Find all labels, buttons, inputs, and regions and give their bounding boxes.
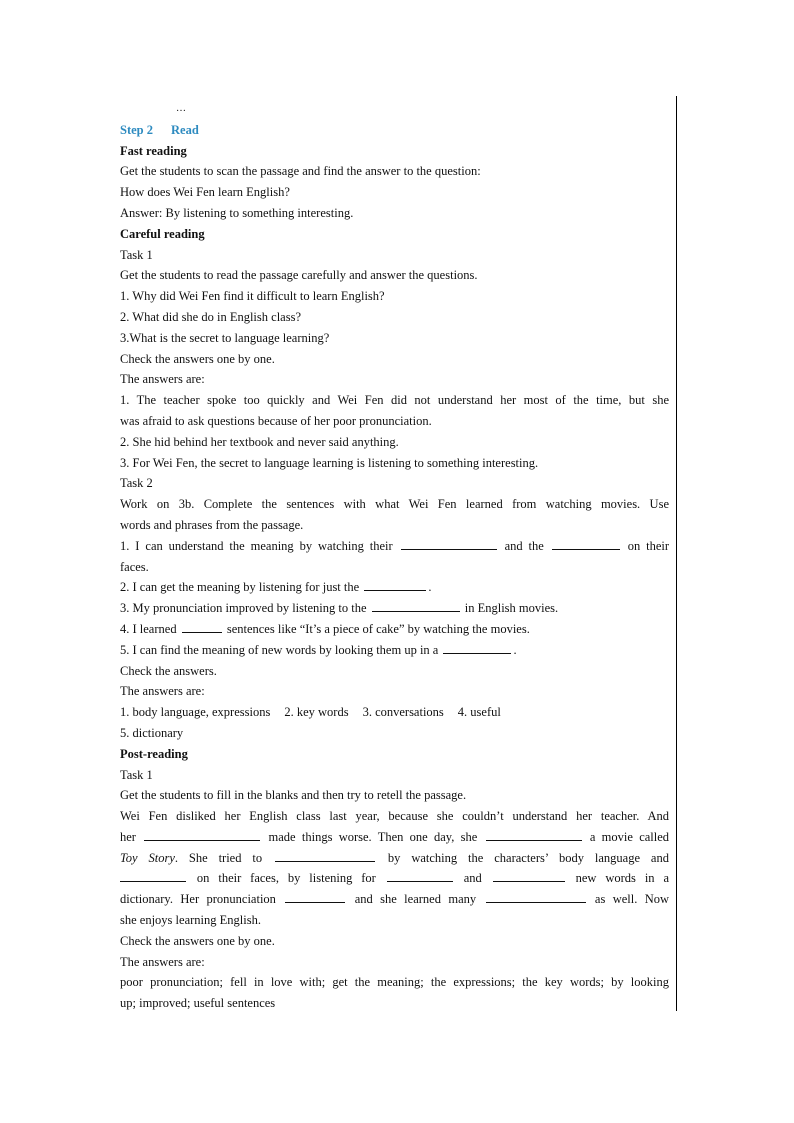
step-number: Step 2 (120, 122, 153, 137)
passage-line-2-part-b: made things worse. Then one day, she (268, 829, 478, 844)
sentence-4 (120, 619, 669, 640)
task2-answer-1: 1. body language, expressions (120, 705, 271, 720)
sentence-2-part-b: . (428, 580, 432, 595)
task2-answer-4: 4. useful (457, 705, 501, 720)
task2-check: Check the answers. (120, 663, 217, 678)
step-title: Read (171, 122, 199, 137)
passage-blank-6 (493, 868, 565, 882)
post-answers-line-2: up; improved; useful sentences (120, 996, 276, 1011)
question-3: 3.What is the secret to language learning? (120, 330, 330, 345)
passage-line-5-part-c: as well. Now (594, 892, 670, 907)
careful-reading-heading: Careful reading (120, 226, 205, 241)
passage-line-4-part-b: and (463, 871, 482, 886)
blank-1a (401, 536, 497, 550)
post-task1-label: Task 1 (120, 767, 153, 782)
post-answers-label: The answers are: (120, 954, 205, 969)
sentence-1 (120, 536, 669, 557)
task2-answers (120, 702, 669, 723)
passage-blank-2 (486, 827, 582, 841)
passage-line-4 (120, 868, 669, 889)
sentence-1-part-a: 1. I can understand the meaning by watching their (120, 538, 393, 553)
sentence-2 (120, 577, 669, 598)
sentence-3-part-b: in English movies. (464, 601, 559, 616)
passage-line-3-part-b: by watching the characters’ body language and (387, 850, 669, 865)
sentence-5-part-b: . (513, 642, 517, 657)
fast-reading-instruction: Get the students to scan the passage and find the answer to the question: (120, 164, 481, 179)
post-task1-instruction: Get the students to fill in the blanks and then try to retell the passage. (120, 788, 467, 803)
lesson-content (120, 99, 669, 1014)
passage-line-5-part-a: dictionary. Her pronunciation (120, 892, 276, 907)
sentence-3 (120, 598, 669, 619)
passage-line-5 (120, 889, 669, 910)
question-1: 1. Why did Wei Fen find it difficult to learn English? (120, 289, 385, 304)
sentence-5-part-a: 5. I can find the meaning of new words by looking them up in a (120, 642, 439, 657)
check-answers: Check the answers one by one. (120, 351, 275, 366)
passage-line-1: Wei Fen disliked her English class last year, because she couldn’t understand her teacher. And (120, 809, 669, 824)
passage-blank-5 (387, 868, 453, 882)
sentence-3-part-a: 3. My pronunciation improved by listening to the (120, 601, 367, 616)
fast-reading-answer: Answer: By listening to something interesting. (120, 205, 354, 220)
answer-3: 3. For Wei Fen, the secret to language learning is listening to something interesting. (120, 455, 539, 470)
passage-line-4-part-c: new words in a (575, 871, 670, 886)
task2-label: Task 2 (120, 476, 153, 491)
answer-1-line-2: was afraid to ask questions because of her poor pronunciation. (120, 413, 432, 428)
movie-title: Toy Story (120, 850, 175, 865)
answers-label: The answers are: (120, 372, 205, 387)
task2-answers-label: The answers are: (120, 684, 205, 699)
fast-reading-heading: Fast reading (120, 143, 187, 158)
answer-1-line-1: 1. The teacher spoke too quickly and Wei Fen did not understand her most of the time, but she (120, 393, 669, 408)
passage-blank-4 (120, 868, 186, 882)
blank-3 (372, 598, 460, 612)
task1-label: Task 1 (120, 247, 153, 262)
sentence-1-part-c: on their (627, 538, 670, 553)
margin-rule (676, 96, 677, 1011)
sentence-1-continued: faces. (120, 559, 149, 574)
passage-line-2 (120, 827, 669, 848)
passage-blank-8 (486, 889, 586, 903)
passage-blank-3 (275, 848, 375, 862)
passage-line-3 (120, 848, 669, 869)
blank-2 (364, 577, 426, 591)
task2-answer-3: 3. conversations (362, 705, 444, 720)
post-reading-heading: Post-reading (120, 746, 188, 761)
task2-answer-2: 2. key words (284, 705, 349, 720)
blank-4 (182, 619, 222, 633)
passage-blank-1 (144, 827, 260, 841)
task1-instruction: Get the students to read the passage carefully and answer the questions. (120, 268, 478, 283)
answer-2: 2. She hid behind her textbook and never said anything. (120, 434, 399, 449)
passage-line-5-part-b: and she learned many (354, 892, 477, 907)
task2-answer-5: 5. dictionary (120, 725, 184, 740)
blank-5 (443, 640, 511, 654)
continuation-ellipsis: … (176, 103, 186, 114)
sentence-2-part-a: 2. I can get the meaning by listening for just the (120, 580, 360, 595)
passage-line-3-part-a: . She tried to (174, 850, 263, 865)
passage-line-2-part-a: her (120, 829, 136, 844)
post-answers-line-1: poor pronunciation; fell in love with; get the meaning; the expressions; the key words; by looking (120, 975, 669, 990)
task2-instruction-line-2: words and phrases from the passage. (120, 517, 304, 532)
sentence-4-part-b: sentences like “It’s a piece of cake” by watching the movies. (226, 621, 530, 636)
task2-instruction-line-1: Work on 3b. Complete the sentences with what Wei Fen learned from watching movies. Use (120, 497, 669, 512)
sentence-1-part-b: and the (504, 538, 544, 553)
passage-blank-7 (285, 889, 345, 903)
sentence-4-part-a: 4. I learned (120, 621, 177, 636)
question-2: 2. What did she do in English class? (120, 309, 301, 324)
blank-1b (552, 536, 620, 550)
sentence-5 (120, 640, 669, 661)
step-heading (120, 120, 669, 141)
passage-line-4-part-a: on their faces, by listening for (196, 871, 376, 886)
post-check-answers: Check the answers one by one. (120, 933, 275, 948)
passage-line-2-part-c: a movie called (589, 829, 670, 844)
passage-line-6: she enjoys learning English. (120, 913, 261, 928)
fast-reading-question: How does Wei Fen learn English? (120, 185, 290, 200)
